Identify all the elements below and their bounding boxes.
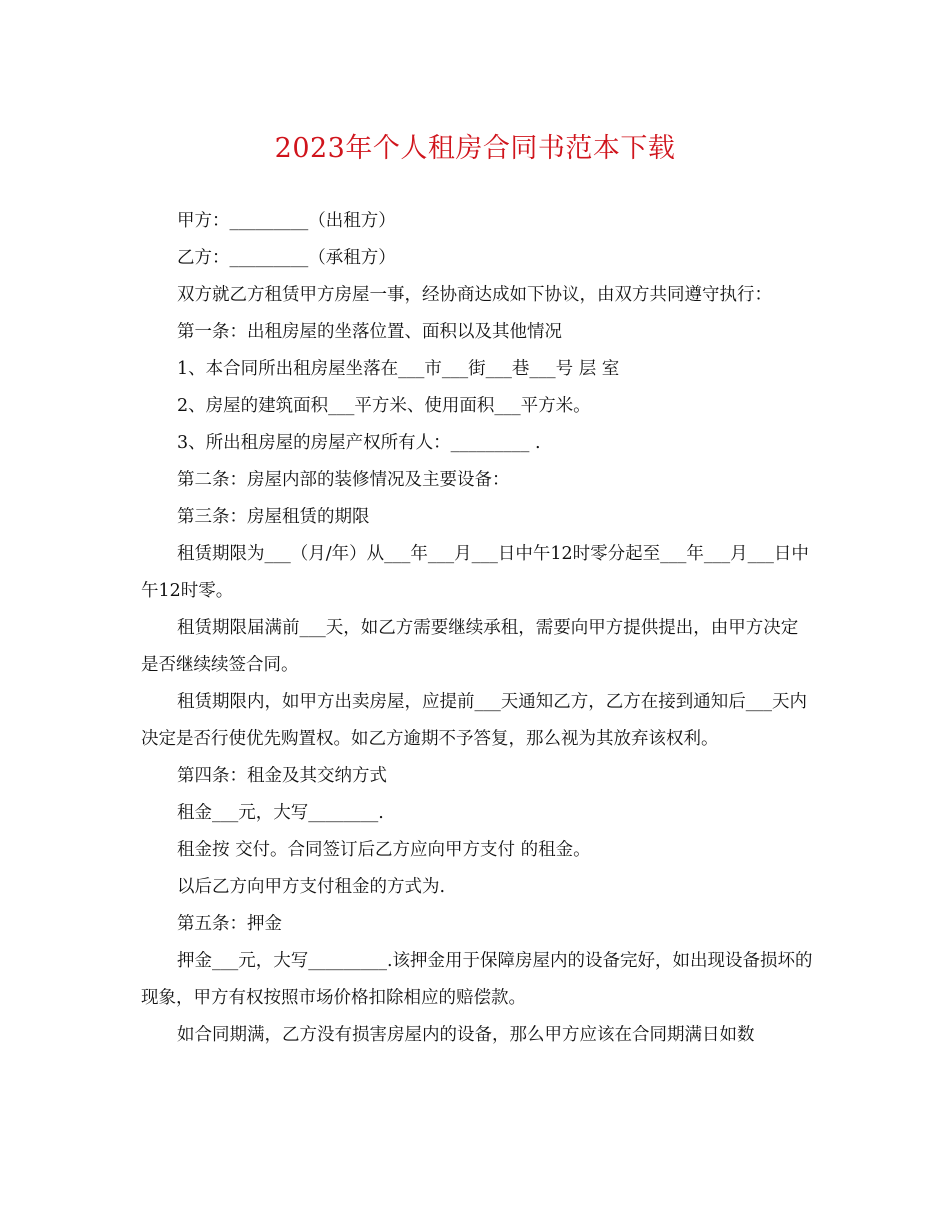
article-1-item-2: 2、房屋的建筑面积___平方米、使用面积___平方米。: [177, 396, 591, 416]
document-title: 2023年个人租房合同书范本下载: [274, 133, 676, 164]
pre-emption-paragraph: 租赁期限内，如甲方出卖房屋，应提前___天通知乙方，乙方在接到通知后___天内决定是否行使优先购置权。如乙方逾期不予答复，那么视为其放弃该权利。: [141, 692, 807, 749]
article-3-heading: 第三条：房屋租赁的期限: [177, 507, 370, 527]
rent-payment-line: 租金按 交付。合同签订后乙方应向甲方支付 的租金。: [177, 840, 591, 860]
document-body: [141, 203, 813, 1054]
renewal-paragraph: 租赁期限届满前___天，如乙方需要继续承租，需要向甲方提供提出，由甲方决定是否继续续签合同。: [141, 618, 799, 675]
article-5-heading: 第五条：押金: [177, 914, 282, 934]
lease-term-paragraph: 租赁期限为___（月/年）从___年___月___日中午12时零分起至___年___月___日中午12时零。: [141, 544, 809, 601]
article-4-heading: 第四条：租金及其交纳方式: [177, 766, 387, 786]
party-a-line: 甲方：_________（出租方）: [177, 211, 396, 231]
article-1-item-3: 3、所出租房屋的房屋产权所有人：_________ .: [177, 433, 541, 453]
rent-amount-line: 租金___元，大写________.: [177, 803, 384, 823]
rent-method-line: 以后乙方向甲方支付租金的方式为.: [177, 877, 446, 897]
article-1-item-1: 1、本合同所出租房屋坐落在___市___街___巷___号 层 室: [177, 359, 620, 379]
party-b-line: 乙方：_________（承租方）: [177, 248, 396, 268]
deposit-paragraph: 押金___元，大写_________.该押金用于保障房屋内的设备完好，如出现设备损坏的现象，甲方有权按照市场价格扣除相应的赔偿款。: [141, 951, 813, 1008]
article-1-heading: 第一条：出租房屋的坐落位置、面积以及其他情况: [177, 322, 562, 342]
agreement-intro: 双方就乙方租赁甲方房屋一事，经协商达成如下协议，由双方共同遵守执行：: [177, 285, 772, 305]
article-2-heading: 第二条：房屋内部的装修情况及主要设备：: [177, 470, 510, 490]
deposit-return-paragraph: 如合同期满，乙方没有损害房屋内的设备，那么甲方应该在合同期满日如数: [177, 1025, 755, 1045]
